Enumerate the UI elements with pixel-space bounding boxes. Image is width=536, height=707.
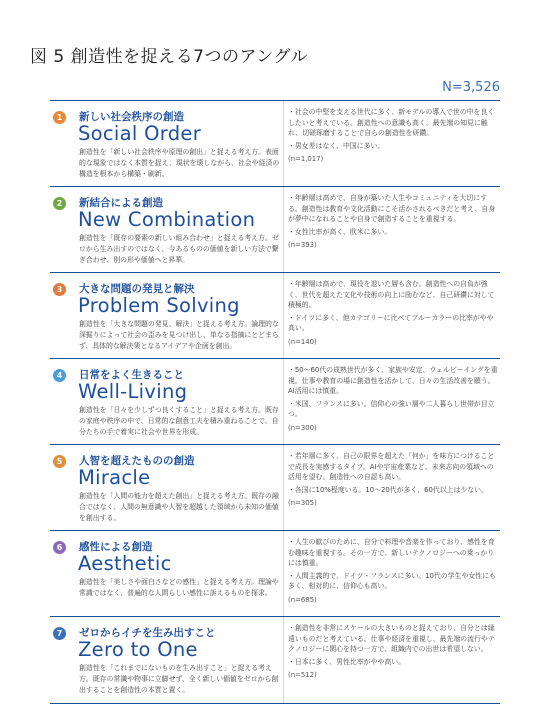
angle-note: ・各国に10%程度いる。10〜20代が多く、60代以上は少ない。 — [288, 485, 488, 494]
angle-detail-column — [283, 531, 496, 616]
angle-english-title: New Combination — [78, 208, 256, 231]
sample-size-label: N=3,526 — [442, 80, 500, 95]
angle-note: ・50〜60代の成熟世代が多く、家族や安定、ウェルビーイングを重視。仕事や教育の場に創造性を活かして、日々の生活改善を願う。AI活用には慎重。 — [288, 366, 498, 396]
angle-english-title: Miracle — [78, 466, 151, 489]
angle-note: ・創造性を非常にスケールの大きいものと捉えており、自分とは縁遠いものだと考えている。仕事や経済を重視し、最先端の流行やテクノロジーに関心を持つ一方で、組織内での出世は希望しない。 — [288, 624, 495, 654]
number-badge-icon: 4 — [53, 369, 66, 382]
angle-notes — [288, 537, 500, 606]
angle-description: 創造性を「新しい社会秩序や原理の創出」と捉える考え方。表面的な現象ではなく本質を捉え、現状を壊しながら、社会や経済の構造を根本から構築・刷新。 — [79, 148, 280, 178]
angle-description: 創造性を「既存の要素の新しい組み合わせ」と捉える考え方。ゼロから生み出すのではなく、今あるものの価値を新しい方法で繋ぎ合わせ、別の形や価値へと昇華。 — [79, 234, 279, 264]
angle-japanese-title: 新しい社会秩序の創造 — [79, 111, 184, 123]
angle-notes — [288, 279, 500, 348]
angle-english-title: Aesthetic — [78, 552, 172, 575]
angle-note: ・社会の中堅を支える世代に多く、新モデルの導入で世の中を良くしたいと考えている。創造性への意識も高く、最先端の知見に触れ、切磋琢磨することで自らの創造性を研鑽。 — [288, 108, 495, 138]
respondent-count: (n=300) — [288, 423, 317, 432]
angle-item — [50, 358, 500, 444]
angle-notes — [288, 193, 500, 251]
number-badge-icon: 1 — [53, 111, 66, 124]
respondent-count: (n=685) — [288, 595, 317, 604]
angle-note: ・人生の歓びのために、自分で料理や音楽を作っており、感性を育む趣味を重視する。その一方で、新しいテクノロジーへの乗っかりには慎重。 — [288, 538, 495, 568]
respondent-count: (n=393) — [288, 241, 317, 250]
number-badge-icon: 7 — [53, 627, 66, 640]
respondent-count: (n=305) — [288, 499, 317, 508]
angle-item — [50, 616, 500, 704]
angle-note: ・年齢層は高めで、自身が築いた人生やコミュニティを大切にする。創造性は教育や文化活動にこそ活かされるべきだと考え、自身が夢中になれることや自身で創造することを重視する。 — [288, 194, 496, 224]
number-badge-icon: 3 — [53, 283, 66, 296]
angle-english-title: Well-Living — [78, 380, 188, 403]
angle-notes — [288, 451, 500, 509]
angle-japanese-title: 感性による創造 — [79, 541, 153, 553]
angle-item — [50, 272, 500, 358]
angle-japanese-title: 新結合による創造 — [79, 197, 163, 209]
angle-detail-column — [283, 359, 498, 444]
angle-description: 創造性を「日々を少しずつ良くすること」と捉える考え方。既存の家庭や秩序の中で、日常的な創意工夫を積み重ねることで、自分たちの手で着実に社会や世界を形成。 — [79, 406, 279, 436]
angle-detail-column — [283, 187, 496, 272]
angle-japanese-title: 日常をよく生きること — [79, 369, 184, 381]
angle-note: ・若年層に多く、自己の限界を超えた「何か」を味方につけることで成長を実感するタイプ。AIや宇宙産業など、未来志向の領域への活用を望む。創造性への自認も高い。 — [288, 452, 495, 482]
angle-detail-column — [283, 101, 495, 186]
angle-list — [50, 100, 500, 704]
angle-notes — [288, 107, 500, 165]
angle-japanese-title: 大きな問題の発見と解決 — [79, 283, 195, 295]
angle-description: 創造性を「これまでにないものを生み出すこと」と捉える考え方。既存の常識や物事に立脚せず、全く新しい価値をゼロから創出することを創造性の本質と置く。 — [79, 664, 279, 694]
angle-notes — [288, 365, 500, 434]
angle-japanese-title: ゼロからイチを生み出すこと — [79, 627, 216, 639]
respondent-count: (n=140) — [288, 337, 317, 346]
angle-english-title: Problem Solving — [78, 294, 240, 317]
angle-item — [50, 100, 500, 186]
figure-title: 図 5 創造性を捉える7つのアングル — [30, 47, 308, 67]
angle-detail-column — [283, 445, 495, 530]
angle-description: 創造性を「美しさや面白さなどの感性」と捉える考え方。理論や常識ではなく、普遍的な人間らしい感性に訴えるものを探求。 — [79, 578, 279, 597]
angle-item — [50, 444, 500, 530]
number-badge-icon: 5 — [53, 455, 66, 468]
respondent-count: (n=1,017) — [288, 155, 324, 164]
angle-item — [50, 530, 500, 616]
angle-note: ・年齢層は高めで、現役を退いた層も含む。創造性への自負が強く、世代を超えた文化や技術の向上に励むなど、自己研鑽に対して積極的。 — [288, 280, 495, 310]
number-badge-icon: 2 — [53, 197, 66, 210]
angle-note: ・ドイツに多く、他カテゴリーに比べてブルーカラーの比率がやや高い。 — [288, 313, 494, 333]
angle-description: 創造性を「大きな問題の発見、解決」と捉える考え方。論理的な深掘りによって社会の歪みを見つけ出し、単なる指摘にとどまらず、具体的な解決策となるアイデアや企画を創出。 — [79, 320, 279, 350]
angle-note: ・人間主義的で、ドイツ・フランスに多い。10代の学生や女性にも多く、相対的に、信仰心も高い。 — [288, 571, 496, 591]
number-badge-icon: 6 — [53, 541, 66, 554]
angle-english-title: Social Order — [78, 122, 202, 145]
respondent-count: (n=512) — [288, 671, 317, 680]
angle-note: ・米国、フランスに多い。信仰心の強い層や二人暮らし世帯が目立つ。 — [288, 399, 495, 419]
angle-note: ・男女差はなく、中国に多い。 — [288, 141, 385, 150]
angle-note: ・日本に多く、男性比率がやや高い。 — [288, 657, 406, 666]
angle-english-title: Zero to One — [78, 638, 198, 661]
angle-description: 創造性を「人間の能力を超えた創出」と捉える考え方。既存の融合ではなく、人間の無意識や人智を超越した領域から未知の価値を創出する。 — [79, 492, 279, 522]
angle-detail-column — [283, 617, 495, 703]
angle-japanese-title: 人智を超えたものの創造 — [79, 455, 195, 467]
angle-item — [50, 186, 500, 272]
angle-notes — [288, 623, 500, 681]
angle-note: ・女性比率が高く、欧米に多い。 — [288, 227, 392, 236]
angle-detail-column — [283, 273, 495, 358]
